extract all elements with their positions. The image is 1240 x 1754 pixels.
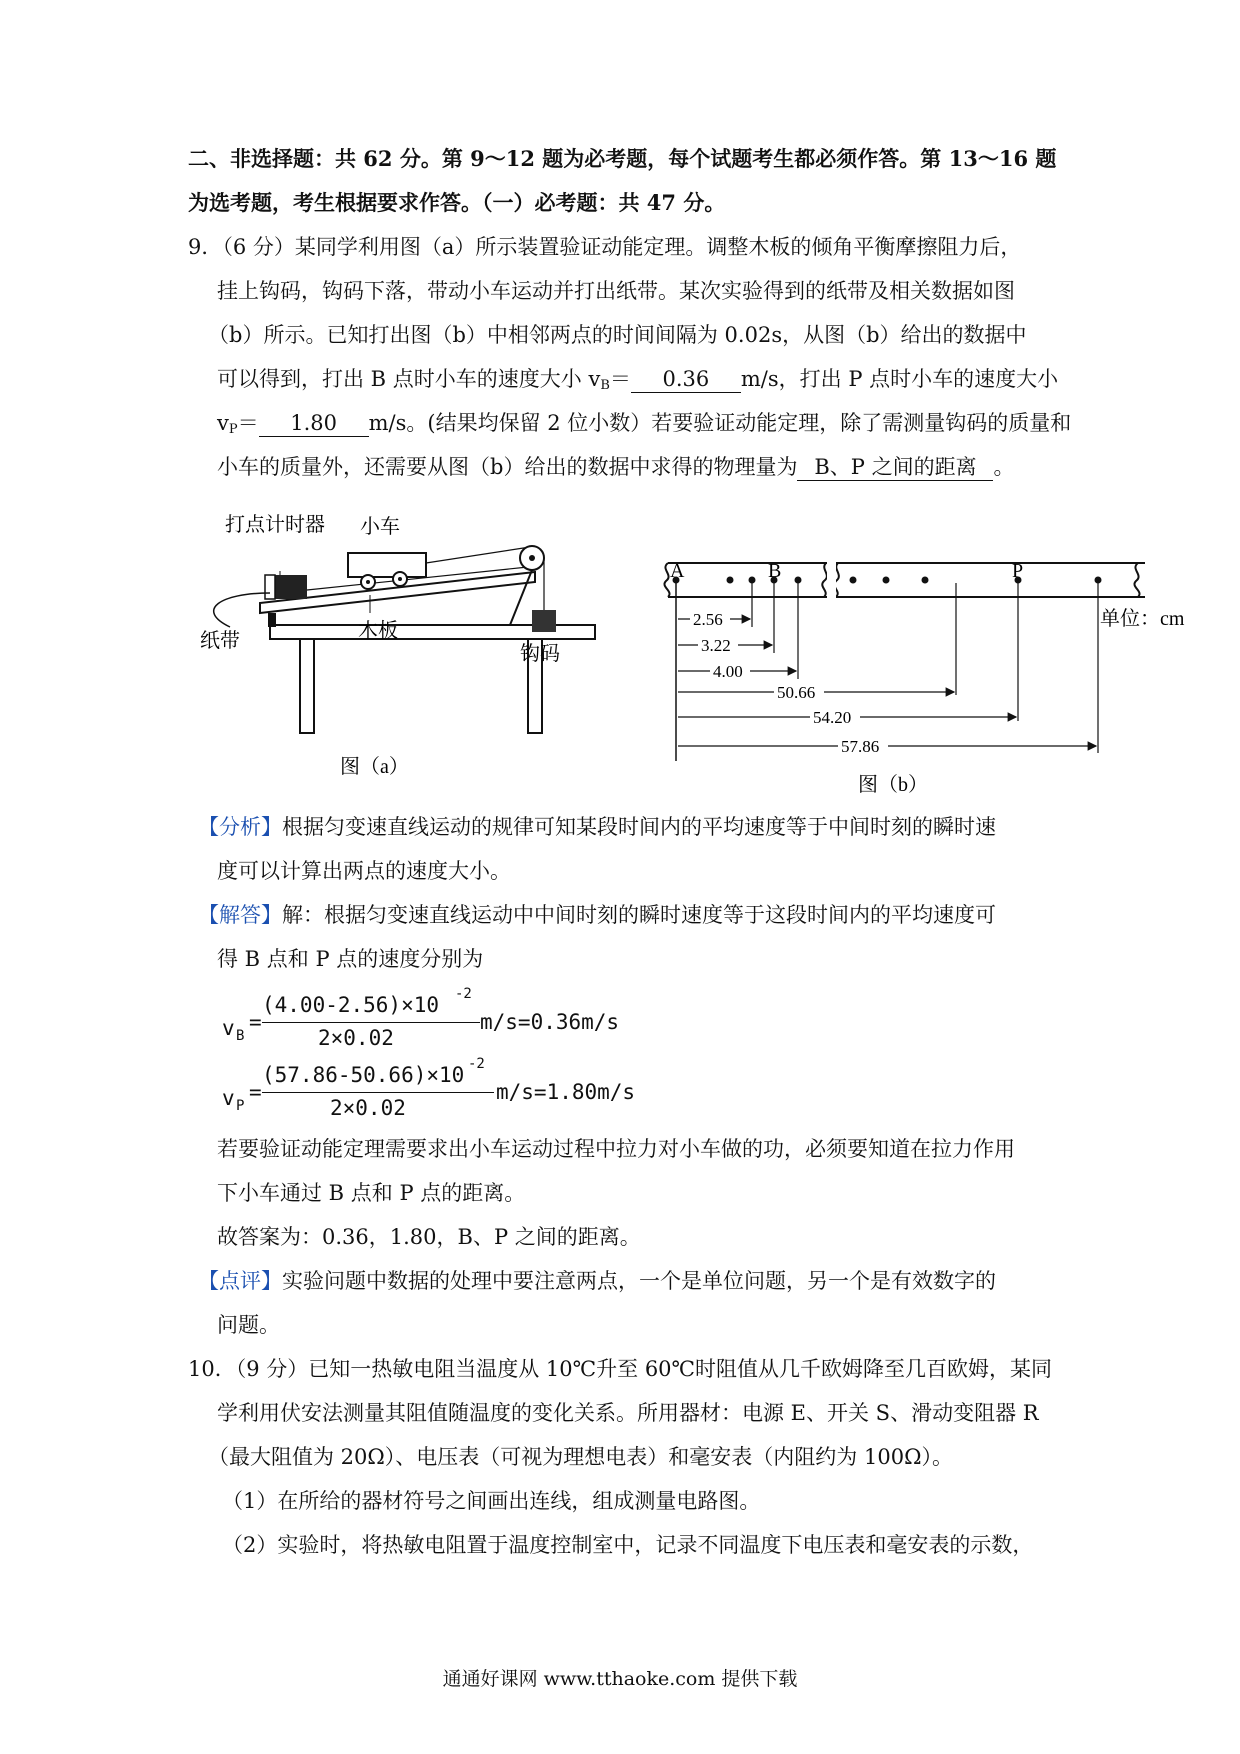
dot xyxy=(883,577,890,584)
analysis-text: 根据匀变速直线运动的规律可知某段时间内的平均速度等于中间时刻的瞬时速 xyxy=(282,815,996,839)
formula-vb-subscript: B xyxy=(236,1028,245,1044)
formula-equals: = xyxy=(249,1010,262,1034)
q9-line4-mid: m/s，打出 P 点时小车的速度大小 xyxy=(740,367,1059,391)
solution-line2: 得 B 点和 P 点的速度分别为 xyxy=(217,947,484,971)
formula-vb-fraction-bar xyxy=(262,1022,480,1023)
board-support xyxy=(268,613,276,627)
dot xyxy=(1095,577,1102,584)
caption-figure-a: 图（a） xyxy=(340,756,409,778)
q10-line5: （2）实验时，将热敏电阻置于温度控制室中，记录不同温度下电压表和毫安表的示数， xyxy=(222,1533,1034,1557)
formula-vp-denominator: 2×0.02 xyxy=(330,1096,406,1120)
unit-label: 单位：cm xyxy=(1100,608,1185,630)
q9-line6-text: 小车的质量外，还需要从图（b）给出的数据中求得的物理量为 xyxy=(217,455,798,479)
answer-quantity-blank: B、P 之间的距离 xyxy=(797,454,993,481)
equals-sign: ＝ xyxy=(237,411,259,435)
dot xyxy=(749,577,756,584)
formula-vb-result: m/s=0.36m/s xyxy=(480,1010,620,1034)
distance-label: 4.00 xyxy=(713,662,743,681)
comment-text: 实验问题中数据的处理中要注意两点，一个是单位问题，另一个是有效数字的 xyxy=(282,1269,996,1293)
comment-line2: 问题。 xyxy=(217,1313,280,1337)
cart-body xyxy=(348,553,426,577)
page-footer: 通通好课网 www.tthaoke.com 提供下载 xyxy=(442,1668,798,1690)
q9-line5 xyxy=(217,408,1071,445)
distance-label: 57.86 xyxy=(841,737,880,756)
vp-symbol: v xyxy=(217,411,229,435)
figure-a-apparatus xyxy=(200,514,650,778)
label-timer: 打点计时器 xyxy=(225,514,325,536)
period: 。 xyxy=(993,455,1015,479)
vp-subscript: P xyxy=(228,422,238,437)
q10-line4: （1）在所给的器材符号之间画出连线，组成测量电路图。 xyxy=(222,1489,761,1513)
q10-line3: （最大阻值为 20Ω）、电压表（可视为理想电表）和毫安表（内阻约为 100Ω）。 xyxy=(208,1445,953,1469)
caption-figure-b: 图（b） xyxy=(858,774,928,796)
label-tape: 纸带 xyxy=(200,630,240,652)
table-leg-left xyxy=(300,639,314,733)
q9-line4 xyxy=(217,364,1058,401)
answer-vp-blank: 1.80 xyxy=(259,410,369,437)
dot xyxy=(850,577,857,584)
weight-block xyxy=(532,610,556,632)
solution-text: 解：根据匀变速直线运动中中间时刻的瞬时速度等于这段时间内的平均速度可 xyxy=(282,903,996,927)
distance-label: 50.66 xyxy=(777,683,816,702)
dot xyxy=(795,577,802,584)
solution-line1 xyxy=(198,900,996,930)
solution-line5: 故答案为：0.36，1.80，B、P 之间的距离。 xyxy=(217,1225,641,1249)
q9-line1: 9．（6 分）某同学利用图（a）所示装置验证动能定理。调整木板的倾角平衡摩擦阻力后， xyxy=(188,235,1022,259)
formula-vb-denominator: 2×0.02 xyxy=(318,1026,394,1050)
comment-tag: 【点评】 xyxy=(198,1269,282,1293)
q9-line2: 挂上钩码，钩码下落，带动小车运动并打出纸带。某次实验得到的纸带及相关数据如图 xyxy=(217,279,1015,303)
equals-sign: ＝ xyxy=(609,367,631,391)
label-point-b: B xyxy=(768,560,782,582)
q9-line3: （b）所示。已知打出图（b）中相邻两点的时间间隔为 0.02s，从图（b）给出的数据中 xyxy=(208,323,1027,347)
q10-line2: 学利用伏安法测量其阻值随温度的变化关系。所用器材：电源 E、开关 S、滑动变阻器 R xyxy=(217,1401,1039,1425)
figure-b-tape xyxy=(660,555,1200,800)
q10-line1: 10．（9 分）已知一热敏电阻当温度从 10℃升至 60℃时阻值从几千欧姆降至几百欧姆，某同 xyxy=(188,1357,1053,1381)
label-point-p: P xyxy=(1012,560,1024,582)
label-point-a: A xyxy=(670,560,685,582)
formula-vp-exponent: -2 xyxy=(468,1056,485,1072)
q9-line5-text: m/s。(结果均保留 2 位小数）若要验证动能定理，除了需测量钩码的质量和 xyxy=(368,411,1072,435)
solution-tag: 【解答】 xyxy=(198,903,282,927)
distance-label: 3.22 xyxy=(701,636,731,655)
section-header-line2: 为选考题，考生根据要求作答。（一）必考题：共 47 分。 xyxy=(188,190,726,215)
formula-equals: = xyxy=(249,1080,262,1104)
formula-vp-symbol: v xyxy=(222,1086,235,1110)
comment-line1 xyxy=(198,1266,996,1296)
formula-vp-fraction-bar xyxy=(262,1092,494,1093)
vb-subscript: B xyxy=(600,378,610,393)
analysis-line1 xyxy=(198,812,996,842)
solution-line3: 若要验证动能定理需要求出小车运动过程中拉力对小车做的功，必须要知道在拉力作用 xyxy=(217,1137,1015,1161)
label-board: 木板 xyxy=(358,620,398,642)
analysis-line2: 度可以计算出两点的速度大小。 xyxy=(217,859,511,883)
analysis-tag: 【分析】 xyxy=(198,815,282,839)
formula-vb-symbol: v xyxy=(222,1016,235,1040)
formula-vp-result: m/s=1.80m/s xyxy=(496,1080,636,1104)
formula-vp-numerator: (57.86-50.66)×10 xyxy=(262,1063,465,1087)
formula-vb-exponent: -2 xyxy=(455,986,472,1002)
section-header-line1: 二、非选择题：共 62 分。第 9～12 题为必考题，每个试题考生都必须作答。第 13～16 题 xyxy=(188,146,1057,171)
answer-vb-blank: 0.36 xyxy=(631,366,741,393)
solution-line4: 下小车通过 B 点和 P 点的距离。 xyxy=(217,1181,526,1205)
dot xyxy=(922,577,929,584)
formula-vb-numerator: (4.00-2.56)×10 xyxy=(262,993,440,1017)
formula-vp-subscript: P xyxy=(236,1098,245,1114)
distance-label: 54.20 xyxy=(813,708,852,727)
label-weight: 钩码 xyxy=(520,643,560,665)
label-cart: 小车 xyxy=(360,516,400,538)
dot xyxy=(727,577,734,584)
q9-line6 xyxy=(217,452,1014,482)
distance-label: 2.56 xyxy=(693,610,723,629)
q9-line4-text: 可以得到，打出 B 点时小车的速度大小 v xyxy=(217,367,601,391)
